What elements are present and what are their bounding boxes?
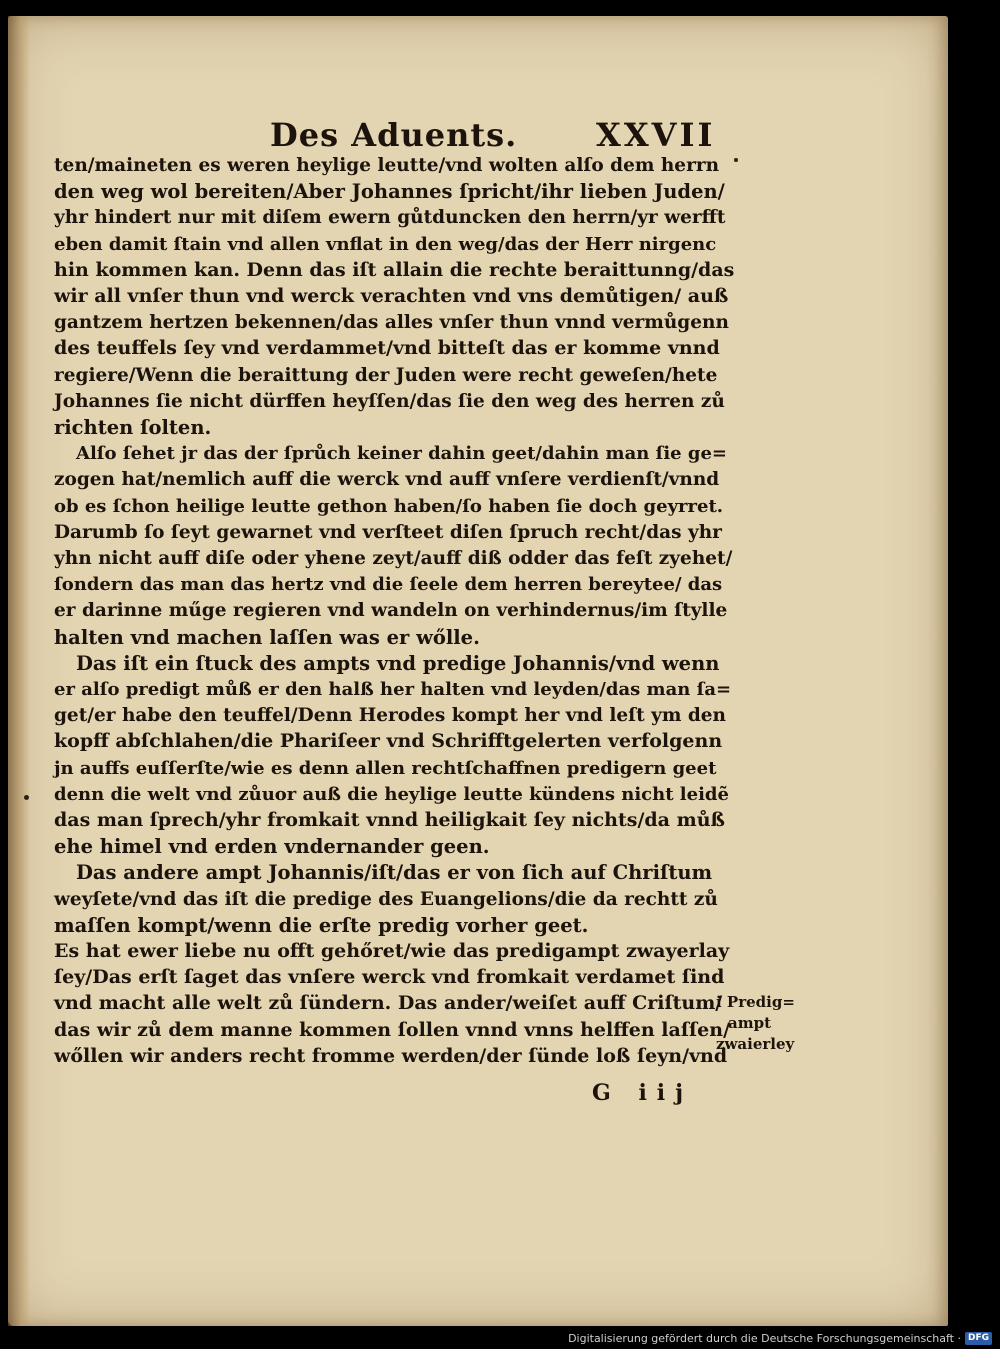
text-line: Johannes ſie nicht dürffen heyſſen/das ſie den weg des herren zů (54, 390, 725, 412)
dfg-logo: DFG (965, 1332, 992, 1345)
text-line: das man ſprech/yhr fromkait vnnd heiligkait ſey nichts/da můß (54, 809, 725, 831)
signature-mark: G iij (592, 1080, 694, 1106)
text-line: richten ſolten. (54, 416, 212, 439)
folio-number: XXVII (596, 116, 716, 154)
text-line: den weg wol bereiten/Aber Johannes ſpricht/ihr lieben Juden/ (54, 180, 725, 204)
text-line: ehe himel vnd erden vndernander geen. (54, 835, 490, 859)
text-line: jn auffs euſſerſte/wie es denn allen rechtſchaffnen predigern geet (54, 757, 717, 779)
text-line: weyſete/vnd das iſt die predige des Euangelions/die da rechtt zů (54, 888, 718, 910)
credit-text: Digitalisierung gefördert durch die Deutsche Forschungsgemeinschaft · (568, 1331, 961, 1345)
marginal-note-line: i Predig= (716, 993, 795, 1011)
text-line: gantzem hertzen bekennen/das alles vnſer thun vnnd vermůgenn (54, 312, 729, 334)
text-line: Das andere ampt Johannis/iſt/das er von ſich auf Chriſtum (76, 861, 713, 885)
text-line: hin kommen kan. Denn das iſt allain die rechte beraittunng/das (54, 258, 735, 281)
text-line: Alſo ſehet jr das der ſprůch keiner dahin geet/dahin man ſie ge= (76, 443, 728, 465)
text-line: kopff abſchlahen/die Phariſeer vnd Schrifftgelerten verfolgenn (54, 730, 723, 753)
text-line: yhr hindert nur mit diſem ewern gůtduncken den herrn/yr werfft (54, 207, 726, 229)
text-line: wir all vnſer thun vnd werck verachten vnd vns demůtigen/ auß (54, 285, 729, 307)
page-gutter-shadow (8, 16, 30, 1326)
text-line: Darumb ſo ſeyt gewarnet vnd verſteet diſen ſpruch recht/das yhr (54, 521, 722, 543)
marginal-note-line: ampt (728, 1014, 772, 1032)
marginal-note-line: zwaierley (716, 1035, 795, 1053)
text-line: zogen hat/nemlich auff die werck vnd auff vnſere verdienſt/vnnd (54, 469, 720, 491)
text-line: er alſo predigt můß er den halß her halten vnd leyden/das man ſa= (54, 679, 732, 700)
text-line: halten vnd machen laſſen was er wőlle. (54, 625, 480, 649)
ink-speck (734, 158, 738, 162)
text-line: des teuffels ſey vnd verdammet/vnd bitteſt das er komme vnnd (54, 337, 720, 360)
text-line: vnd macht alle welt zů ſündern. Das ander/weiſet auff Criſtum/ (54, 992, 723, 1015)
text-line: get/er habe den teuffel/Denn Herodes kompt her vnd leſt ym den (54, 705, 727, 727)
marginal-note (716, 992, 806, 1055)
text-line: Es hat ewer liebe nu offt gehőret/wie das predigampt zwayerlay (54, 940, 730, 962)
text-line: eben damit ſtain vnd allen vnflat in den weg/das der Herr nirgenc (54, 233, 717, 255)
text-line: ſey/Das erſt ſaget das vnſere werck vnd fromkait verdamet ſind (54, 966, 725, 989)
text-line: maſſen kompt/wenn die erſte predig vorher geet. (54, 913, 589, 937)
text-line: ſondern das man das hertz vnd die ſeele dem herren bereytee/ das (54, 574, 723, 596)
text-line: Das iſt ein ſtuck des ampts vnd predige Johannis/vnd wenn (76, 651, 720, 675)
text-line: ten/maineten es weren heylige leutte/vnd wolten alſo dem herrn (54, 155, 720, 176)
text-line: wőllen wir anders recht fromme werden/der ſünde loß ſeyn/vnd (54, 1044, 728, 1067)
ink-speck (24, 795, 29, 800)
running-head-title: Des Aduents. (270, 116, 518, 154)
text-line: denn die welt vnd zůuor auß die heylige leutte kündens nicht leidẽ (54, 783, 729, 805)
text-line: er darinne műge regieren vnd wandeln on verhindernus/im ſtylle (54, 600, 728, 622)
text-line: das wir zů dem manne kommen ſollen vnnd vnns helffen laſſen/ (54, 1018, 731, 1041)
digitization-credit (568, 1330, 992, 1346)
text-line: yhn nicht auff diſe oder yhene zeyt/auff diß odder das feſt zyehet/ (54, 548, 733, 569)
text-line: regiere/Wenn die beraittung der Juden were recht geweſen/hete (54, 364, 718, 386)
text-line: ob es ſchon heilige leutte gethon haben/ſo haben ſie doch geyrret. (54, 495, 724, 517)
